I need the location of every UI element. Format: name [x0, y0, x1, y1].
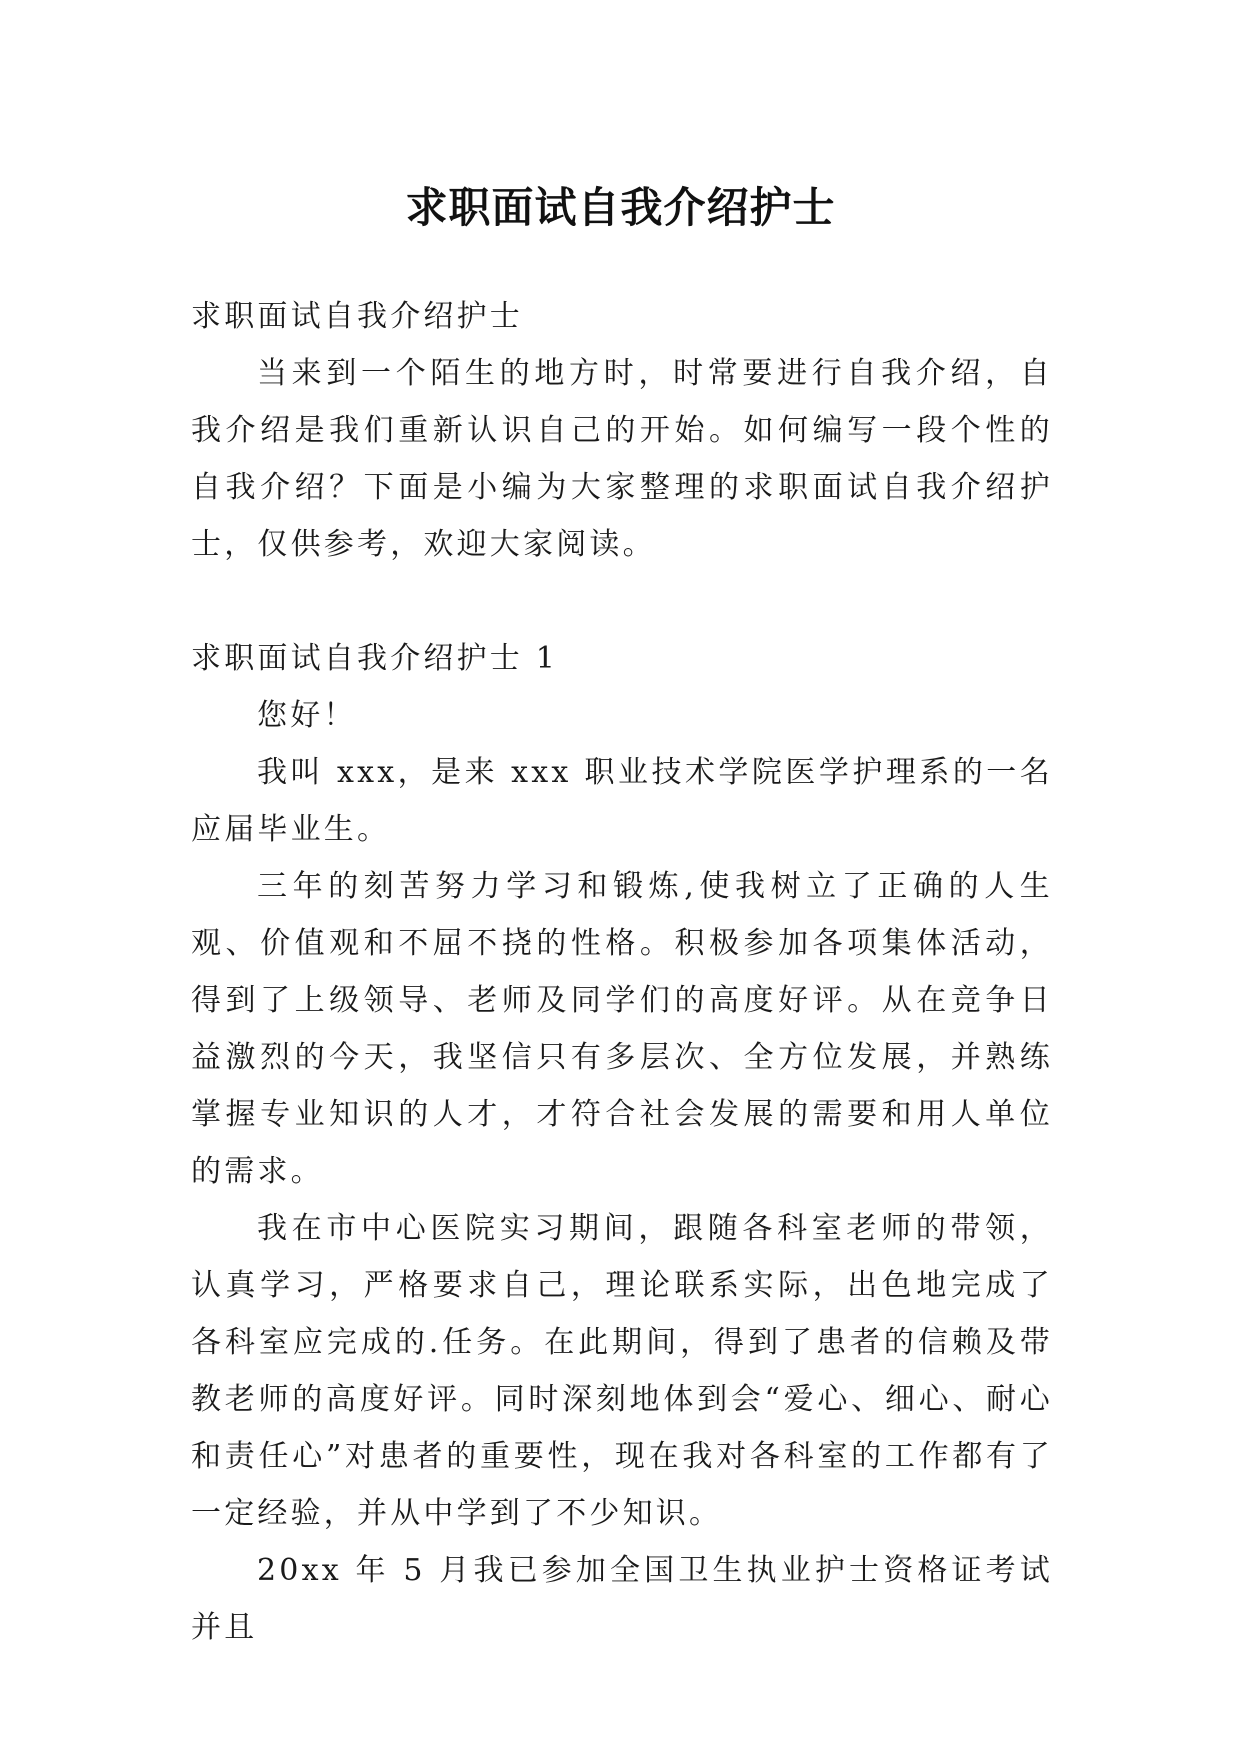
document-title: 求职面试自我介绍护士 [405, 183, 836, 233]
section-heading: 求职面试自我介绍护士 1 [191, 641, 559, 676]
paragraph-exam: 20xx 年 5 月我已参加全国卫生执业护士资格证考试并且 [191, 1553, 1053, 1645]
main-heading: 求职面试自我介绍护士 [191, 299, 523, 334]
paragraph-introduction: 我叫 xxx，是来 xxx 职业技术学院医学护理系的一名应届毕业生。 [191, 755, 1053, 847]
document-body [191, 288, 1053, 1656]
greeting: 您好！ [257, 698, 357, 733]
intro-paragraph: 当来到一个陌生的地方时，时常要进行自我介绍，自我介绍是我们重新认识自己的开始。如何编写一段个性的自我介绍？下面是小编为大家整理的求职面试自我介绍护士，仅供参考，欢迎大家阅读。 [191, 356, 1053, 562]
paragraph-internship: 我在市中心医院实习期间，跟随各科室老师的带领，认真学习，严格要求自己，理论联系实际，出色地完成了各科室应完成的.任务。在此期间，得到了患者的信赖及带教老师的高度好评。同时深刻地体到会“爱心、细心、耐心和责任心”对患者的重要性，现在我对各科室的工作都有了一定经验，并从中学到了不少知识。 [191, 1211, 1053, 1531]
paragraph-study: 三年的刻苦努力学习和锻炼,使我树立了正确的人生观、价值观和不屈不挠的性格。积极参加各项集体活动，得到了上级领导、老师及同学们的高度好评。从在竞争日益激烈的今天，我坚信只有多层次、全方位发展，并熟练掌握专业知识的人才，才符合社会发展的需要和用人单位的需求。 [191, 869, 1053, 1189]
section-gap [191, 573, 1053, 630]
